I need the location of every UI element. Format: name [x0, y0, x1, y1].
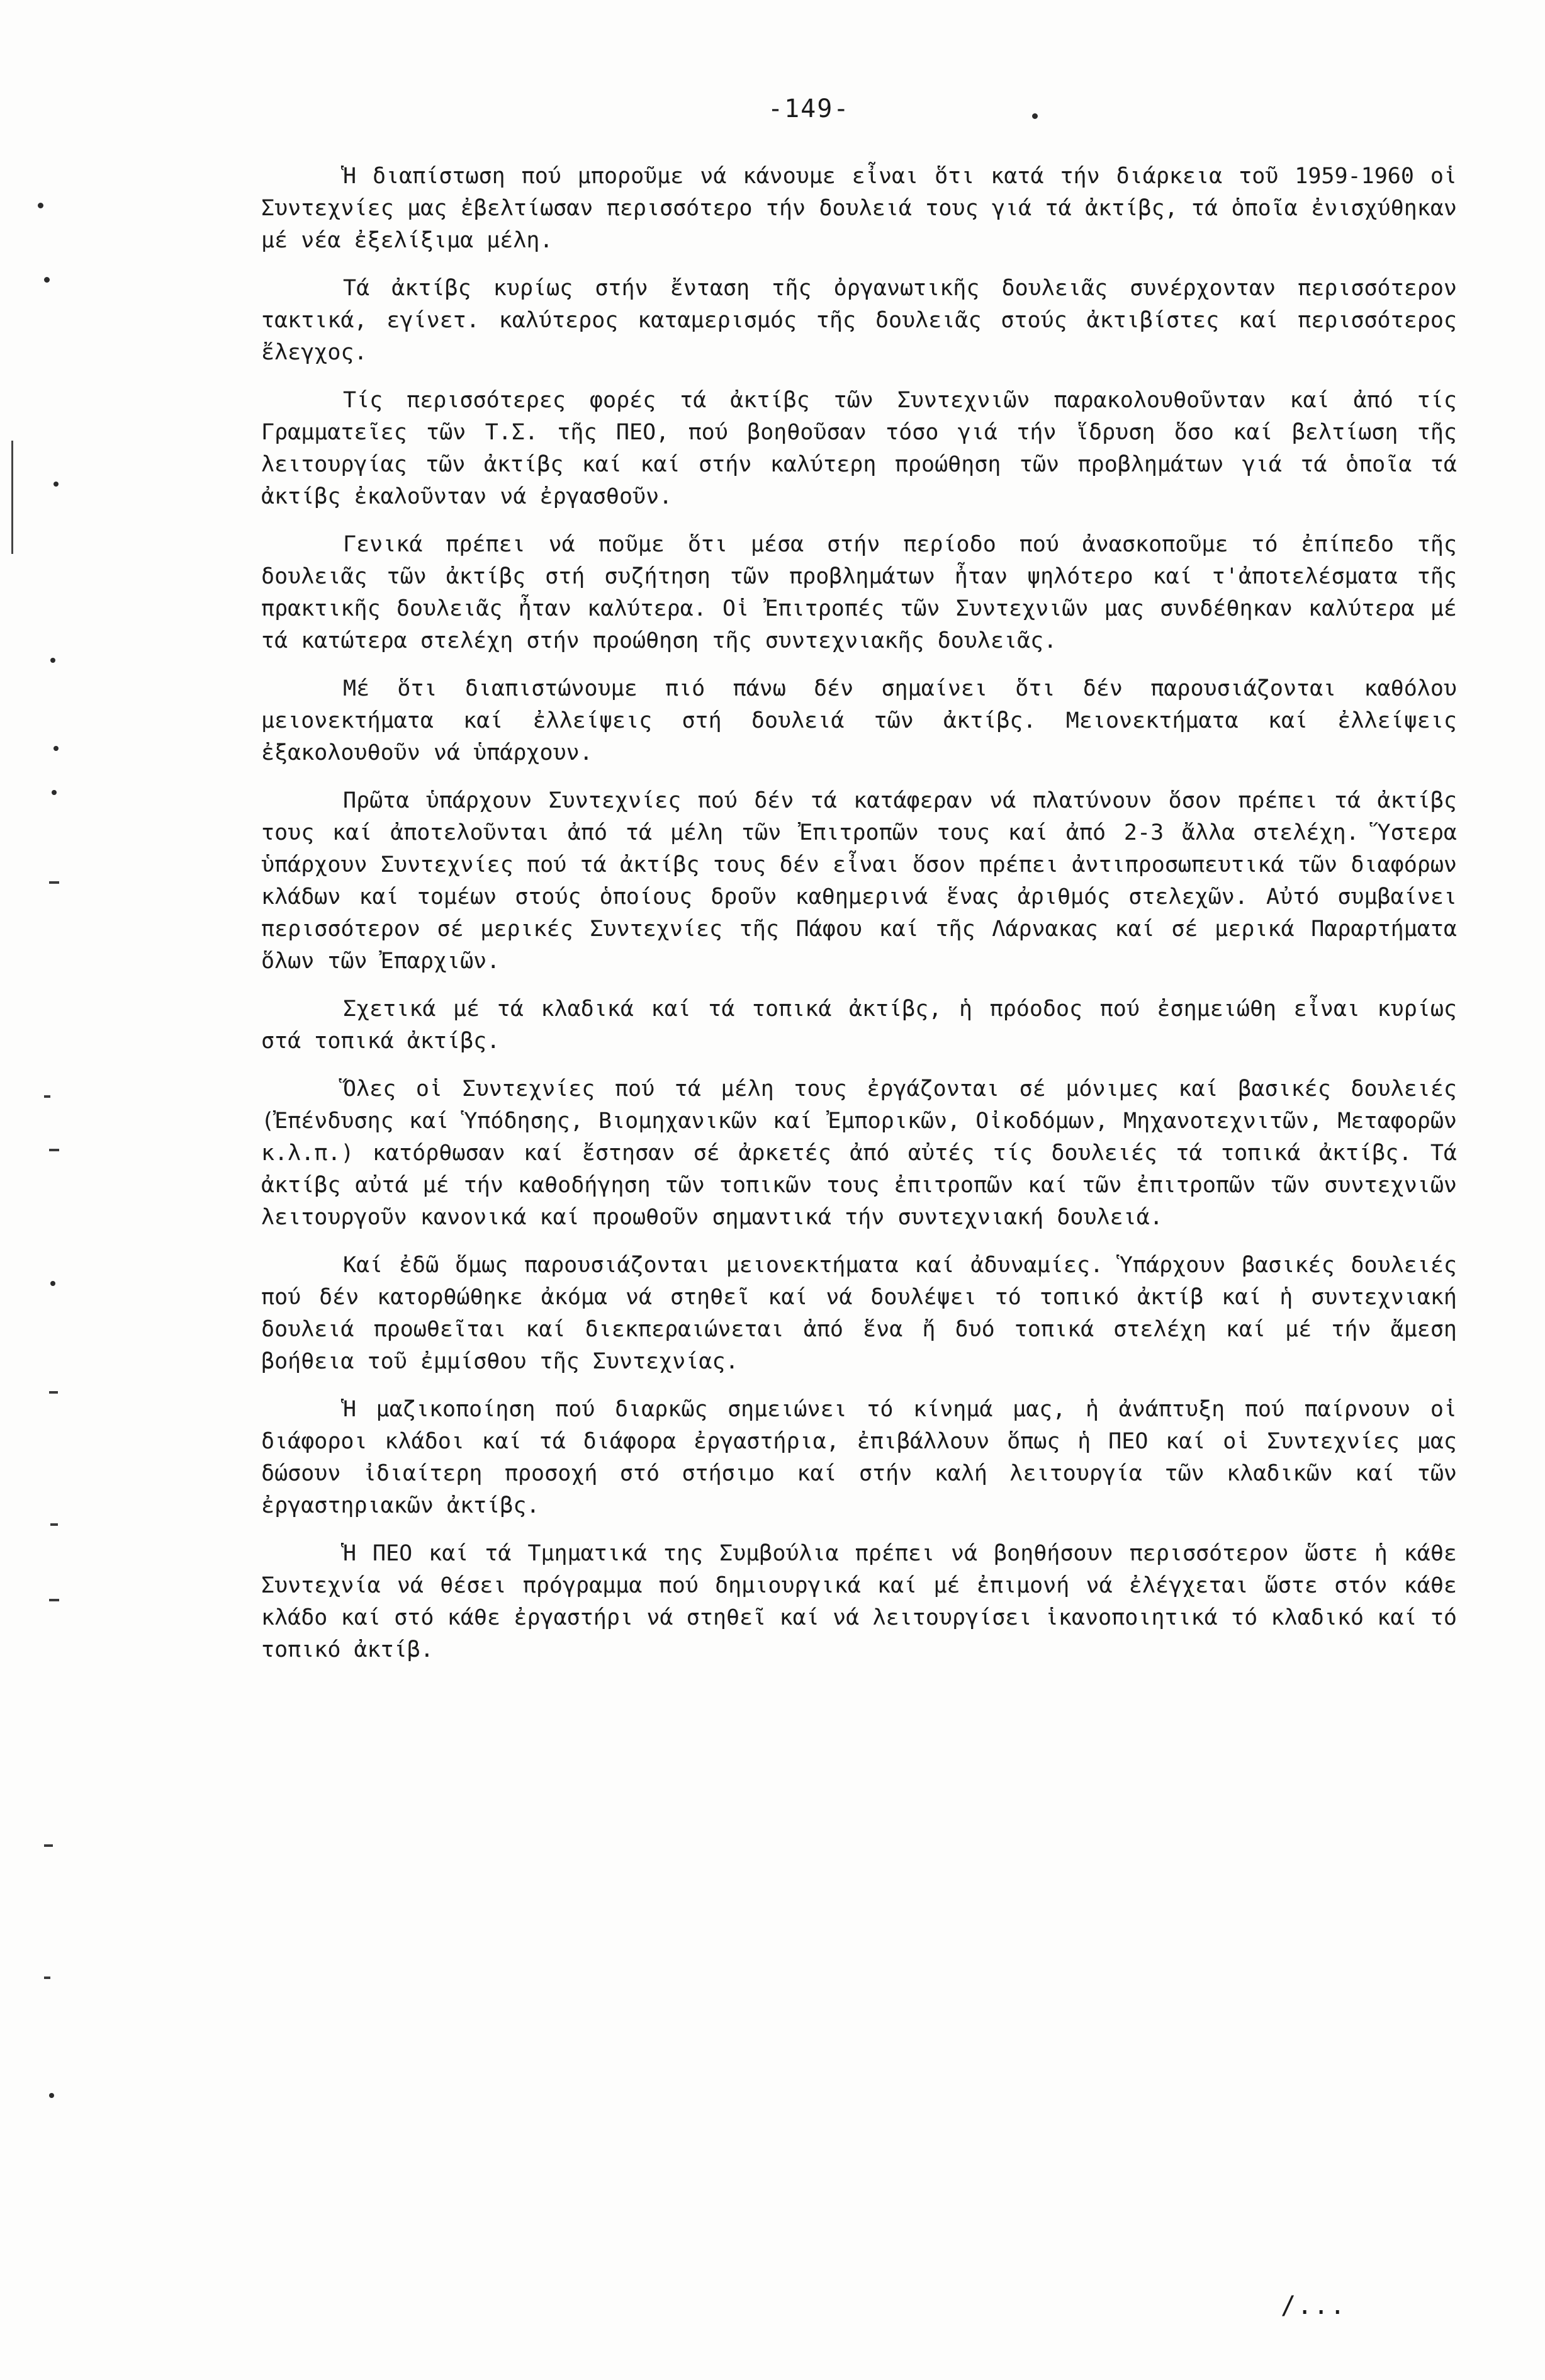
paragraph: Τίς περισσότερες φορές τά ἀκτίβς τῶν Συντεχνιῶν παρακολουθοῦνταν καί ἀπό τίς Γραμματεῖες τῶν Τ.Σ. τῆς ΠΕΟ, πού βοηθοῦσαν τόσο γιά τήν ἵδρυση ὅσο καί βελτίωση τῆς λειτουργίας τῶν ἀκτίβς καί καί στήν καλύτερη προώθηση τῶν προβλημάτων γιά τά ὁποῖα τά ἀκτίβς ἐκαλοῦνταν νά ἐργασθοῦν.: [261, 388, 1457, 509]
margin-mark: [49, 2093, 54, 2098]
header-mark: [1032, 113, 1038, 119]
paragraph: Ἡ διαπίστωση πού μποροῦμε νά κάνουμε εἶναι ὅτι κατά τήν διάρκεια τοῦ 1959-1960 οἱ Συντεχνίες μας ἐβελτίωσαν περισσότερο τήν δουλειά τους γιά τά ἀκτίβς, τά ὁποῖα ἐνισχύθηκαν μέ νέα ἐξελίξιμα μέλη.: [261, 164, 1457, 253]
margin-dash: [49, 1391, 58, 1394]
paragraph: Ἡ μαζικοποίηση πού διαρκῶς σημειώνει τό κίνημά μας, ἡ ἀνάπτυξη πού παίρνουν οἱ διάφοροι κλάδοι καί τά διάφορα ἐργαστήρια, ἐπιβάλλουν ὅπως ἡ ΠΕΟ καί οἱ Συντεχνίες μας δώσουν ἰδιαίτερη προσοχή στό στήσιμο καί στήν καλή λειτουργία τῶν κλαδικῶν καί τῶν ἐργαστηριακῶν ἀκτίβς.: [261, 1397, 1457, 1518]
margin-dash: [49, 881, 59, 884]
margin-dash: [49, 1149, 59, 1151]
margin-mark: [53, 746, 59, 751]
margin-mark: [53, 482, 59, 487]
paragraph: Σχετικά μέ τά κλαδικά καί τά τοπικά ἀκτίβς, ἡ πρόοδος πού ἐσημειώθη εἶναι κυρίως στά τοπικά ἀκτίβς.: [261, 996, 1457, 1054]
paragraph: Μέ ὅτι διαπιστώνουμε πιό πάνω δέν σημαίνει ὅτι δέν παρουσιάζονται καθόλου μειονεκτήματα καί ἐλλείψεις στή δουλειά τῶν ἀκτίβς. Μειονεκτήματα καί ἐλλείψεις ἐξακολουθοῦν νά ὑπάρχουν.: [261, 676, 1457, 765]
paragraph: Τά ἀκτίβς κυρίως στήν ἔνταση τῆς ὀργανωτικῆς δουλειᾶς συνέρχονταν περισσότερον τακτικά, εγίνετ. καλύτερος καταμερισμός τῆς δουλειᾶς στούς ἀκτιβίστες καί περισσότερος ἔλεγχος.: [261, 276, 1457, 365]
paragraph: Γενικά πρέπει νά ποῦμε ὅτι μέσα στήν περίοδο πού ἀνασκοποῦμε τό ἐπίπεδο τῆς δουλειᾶς τῶν ἀκτίβς στή συζήτηση τῶν προβλημάτων ἦταν ψηλότερο καί τ'ἀποτελέσματα τῆς πρακτικῆς δουλειᾶς ἦταν καλύτερα. Οἱ Ἐπιτροπές τῶν Συντεχνιῶν μας συνδέθηκαν καλύτερα μέ τά κατώτερα στελέχη στήν προώθηση τῆς συντεχνιακῆς δουλειᾶς.: [261, 532, 1457, 653]
margin-mark: [38, 203, 43, 208]
paragraph: Πρῶτα ὑπάρχουν Συντεχνίες πού δέν τά κατάφεραν νά πλατύνουν ὅσον πρέπει τά ἀκτίβς τους καί ἀποτελοῦνται ἀπό τά μέλη τῶν Ἐπιτροπῶν τους καί ἀπό 2-3 ἄλλα στελέχη. Ὕστερα ὑπάρχουν Συντεχνίες πού τά ἀκτίβς τους δέν εἶναι ὅσον πρέπει ἀντιπροσωπευτικά τῶν διαφόρων κλάδων καί τομέων στούς ὁποίους δροῦν καθημερινά ἕνας ἀριθμός στελεχῶν. Αὐτό συμβαίνει περισσότερον σέ μερικές Συντεχνίες τῆς Πάφου καί τῆς Λάρνακας καί σέ μερικά Παραρτήματα ὅλων τῶν Ἐπαρχιῶν.: [261, 788, 1457, 974]
continuation-mark: /...: [1281, 2291, 1347, 2320]
page-number: -149-: [768, 94, 850, 123]
paragraph: Καί ἐδῶ ὅμως παρουσιάζονται μειονεκτήματα καί ἀδυναμίες. Ὑπάρχουν βασικές δουλειές πού δέν κατορθώθηκε ἀκόμα νά στηθεῖ καί νά δουλέψει τό τοπικό ἀκτίβ καί ἡ συντεχνιακή δουλειά προωθεῖται καί διεκπεραιώνεται ἀπό ἕνα ἤ δυό τοπικά στελέχη καί μέ τήν ἄμεση βοήθεια τοῦ ἐμμίσθου τῆς Συντεχνίας.: [261, 1253, 1457, 1374]
margin-mark: [50, 658, 55, 663]
paragraph: Ἡ ΠΕΟ καί τά Τμηματικά της Συμβούλια πρέπει νά βοηθήσουν περισσότερον ὥστε ἡ κάθε Συντεχνία νά θέσει πρόγραμμα πού δημιουργικά καί μέ ἐπιμονή νά ἐλέγχεται ὥστε στόν κάθε κλάδο καί στό κάθε ἐργαστήρι νά στηθεῖ καί νά λειτουργίσει ἱκανοποιητικά τό κλαδικό καί τό τοπικό ἀκτίβ.: [261, 1541, 1457, 1662]
paragraph: Ὅλες οἱ Συντεχνίες πού τά μέλη τους ἐργάζονται σέ μόνιμες καί βασικές δουλειές (Ἐπένδυσης καί Ὑπόδησης, Βιομηχανικῶν καί Ἐμπορικῶν, Οἰκοδόμων, Μηχανοτεχνιτῶν, Μεταφορῶν κ.λ.π.) κατόρθωσαν καί ἔστησαν σέ ἀρκετές ἀπό αὐτές τίς δουλειές τά τοπικά ἀκτίβς. Τά ἀκτίβς αὐτά μέ τήν καθοδήγηση τῶν τοπικῶν τους ἐπιτροπῶν καί τῶν ἐπιτροπῶν τῶν συντεχνιῶν λειτουργοῦν κανονικά καί προωθοῦν σημαντικά τήν συντεχνιακή δουλειά.: [261, 1076, 1457, 1230]
margin-dash: [44, 1844, 53, 1847]
margin-mark: [52, 790, 57, 795]
margin-dash: [50, 1523, 58, 1526]
body-text: [261, 161, 1457, 1682]
margin-mark: [44, 277, 50, 283]
margin-mark: [50, 1281, 55, 1286]
margin-dash: [44, 1095, 50, 1098]
binding-edge: [11, 441, 13, 554]
margin-dash: [44, 1977, 50, 1979]
margin-dash: [49, 1599, 59, 1601]
